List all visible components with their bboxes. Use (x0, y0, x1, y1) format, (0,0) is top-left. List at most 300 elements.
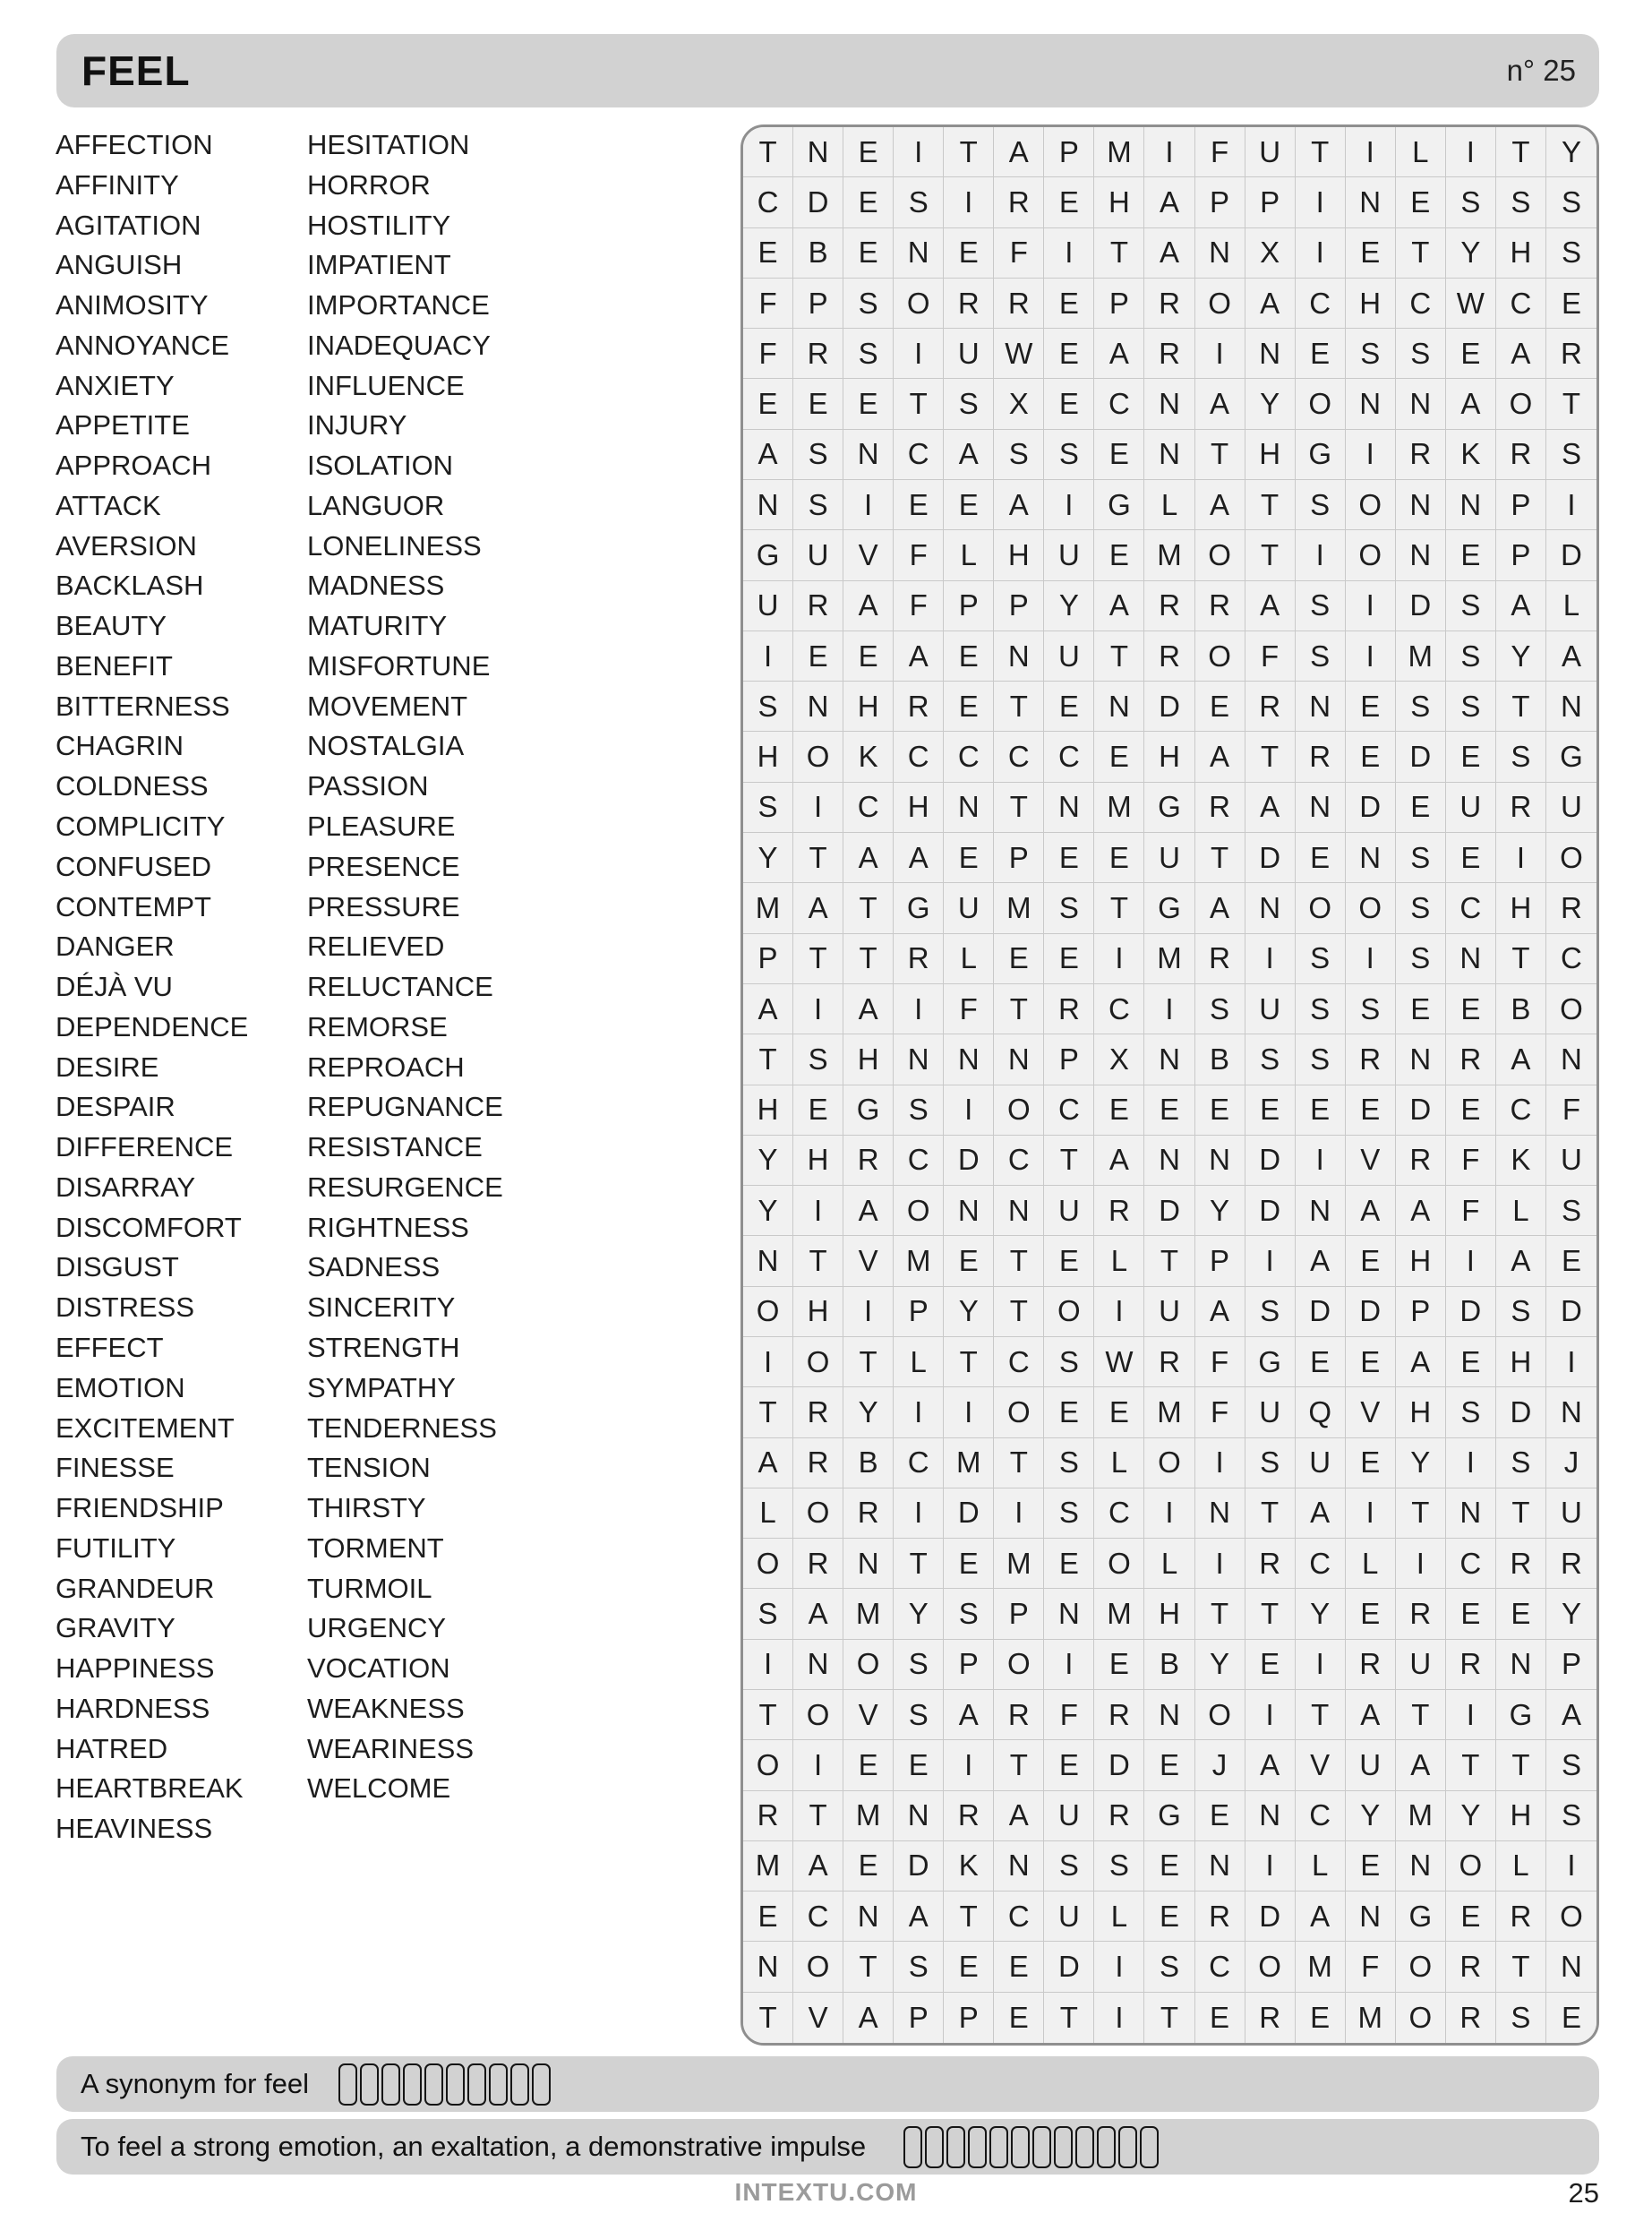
page-number: 25 (1568, 2177, 1599, 2209)
grid-cell: F (1195, 1387, 1245, 1437)
grid-cell: H (1496, 883, 1546, 933)
grid-cell: A (1496, 1034, 1546, 1085)
grid-cell: Y (1546, 1589, 1596, 1639)
grid-cell: V (843, 530, 894, 580)
grid-cell: E (1195, 1993, 1245, 2043)
grid-cell: G (1144, 883, 1194, 933)
grid-cell: N (1396, 1841, 1446, 1892)
grid-cell: E (1446, 329, 1496, 379)
grid-cell: S (894, 177, 944, 227)
grid-cell: I (1296, 1640, 1346, 1690)
grid-cell: A (1396, 1740, 1446, 1790)
word-item: RESISTANCE (307, 1131, 483, 1163)
word-item: VOCATION (307, 1652, 450, 1685)
grid-cell: E (743, 228, 793, 279)
grid-cell: T (1245, 732, 1296, 782)
grid-cell: I (1144, 1488, 1194, 1539)
grid-cell: E (944, 480, 994, 530)
grid-cell: U (1245, 1387, 1296, 1437)
answer-box (532, 2063, 551, 2106)
grid-cell: E (1346, 732, 1396, 782)
answer-box (925, 2126, 944, 2168)
grid-cell: N (1346, 379, 1396, 429)
grid-cell: R (1496, 430, 1546, 480)
grid-cell: T (944, 1337, 994, 1387)
grid-cell: O (1296, 379, 1346, 429)
word-item: MOVEMENT (307, 690, 468, 722)
grid-cell: I (944, 177, 994, 227)
grid-cell: R (743, 1791, 793, 1841)
grid-cell: I (1195, 1438, 1245, 1488)
grid-cell: E (1144, 1841, 1194, 1892)
grid-cell: I (1546, 1841, 1596, 1892)
grid-cell: O (1195, 530, 1245, 580)
grid-cell: A (1245, 581, 1296, 631)
grid-cell: T (894, 379, 944, 429)
grid-cell: T (994, 1287, 1044, 1337)
word-item: PRESENCE (307, 850, 460, 882)
grid-cell: S (1496, 1438, 1546, 1488)
grid-cell: I (1546, 480, 1596, 530)
grid-cell: S (894, 1942, 944, 1992)
grid-cell: Y (894, 1589, 944, 1639)
grid-cell: H (1144, 1589, 1194, 1639)
grid-cell: Y (1195, 1186, 1245, 1236)
grid-cell: N (1195, 1488, 1245, 1539)
grid-cell: G (1546, 732, 1596, 782)
grid-cell: O (793, 1488, 843, 1539)
grid-cell: N (1396, 530, 1446, 580)
grid-cell: E (743, 379, 793, 429)
grid-cell: A (843, 581, 894, 631)
grid-cell: I (894, 329, 944, 379)
grid-cell: N (894, 228, 944, 279)
word-item: REPUGNANCE (307, 1091, 503, 1123)
grid-cell: C (1195, 1942, 1245, 1992)
grid-cell: S (1296, 934, 1346, 984)
grid-cell: R (1396, 1136, 1446, 1186)
grid-cell: U (944, 883, 994, 933)
word-item: INADEQUACY (307, 329, 491, 361)
grid-cell: A (1195, 480, 1245, 530)
grid-cell: U (1144, 1287, 1194, 1337)
grid-cell: A (1446, 379, 1496, 429)
grid-cell: R (793, 329, 843, 379)
grid-cell: E (1094, 732, 1144, 782)
grid-cell: I (793, 984, 843, 1034)
grid-cell: R (1144, 631, 1194, 682)
grid-cell: X (1094, 1034, 1144, 1085)
grid-cell: D (1496, 1387, 1546, 1437)
grid-cell: N (894, 1791, 944, 1841)
grid-cell: P (894, 1287, 944, 1337)
grid-cell: D (1245, 1186, 1296, 1236)
grid-cell: T (1496, 1740, 1546, 1790)
grid-cell: R (1496, 783, 1546, 833)
grid-cell: R (894, 934, 944, 984)
grid-cell: E (894, 1740, 944, 1790)
grid-cell: T (1496, 1942, 1546, 1992)
grid-cell: O (1546, 984, 1596, 1034)
grid-cell: T (1094, 883, 1144, 933)
grid-cell: N (994, 1034, 1044, 1085)
grid-cell: I (843, 480, 894, 530)
word-item: PRESSURE (307, 890, 460, 922)
grid-cell: I (894, 127, 944, 177)
grid-cell: N (1044, 1589, 1094, 1639)
grid-cell: N (1296, 682, 1346, 732)
grid-cell: C (994, 1337, 1044, 1387)
grid-cell: E (843, 379, 894, 429)
grid-cell: T (1144, 1236, 1194, 1286)
word-item: LANGUOR (307, 489, 445, 521)
grid-cell: V (1296, 1740, 1346, 1790)
word-item: DANGER (56, 931, 175, 963)
answer-box (360, 2063, 379, 2106)
grid-cell: L (1094, 1892, 1144, 1942)
grid-cell: N (1144, 1136, 1194, 1186)
grid-cell: F (944, 984, 994, 1034)
grid-cell: I (1446, 1690, 1496, 1740)
grid-cell: E (843, 1740, 894, 1790)
grid-cell: S (1396, 833, 1446, 883)
grid-cell: P (1094, 279, 1144, 329)
grid-cell: E (793, 1085, 843, 1136)
grid-cell: E (1044, 177, 1094, 227)
grid-cell: M (1296, 1942, 1346, 1992)
grid-cell: E (1044, 682, 1094, 732)
grid-cell: O (743, 1539, 793, 1589)
grid-cell: E (1195, 1791, 1245, 1841)
grid-cell: A (994, 480, 1044, 530)
grid-cell: I (1346, 581, 1396, 631)
grid-cell: R (1446, 1034, 1496, 1085)
grid-cell: O (1446, 1841, 1496, 1892)
clue-2-label: To feel a strong emotion, an exaltation, a demonstrative impulse (81, 2131, 867, 2162)
grid-cell: A (793, 1589, 843, 1639)
grid-cell: D (944, 1488, 994, 1539)
grid-cell: S (1245, 1438, 1296, 1488)
grid-cell: T (743, 1690, 793, 1740)
word-item: REPROACH (307, 1051, 465, 1083)
grid-cell: O (1245, 1942, 1296, 1992)
grid-cell: A (1396, 1186, 1446, 1236)
grid-cell: B (1195, 1034, 1245, 1085)
word-item: HESITATION (307, 129, 470, 160)
grid-cell: H (1496, 1337, 1546, 1387)
grid-cell: N (1144, 1690, 1194, 1740)
grid-cell: R (994, 1690, 1044, 1740)
word-item: FRIENDSHIP (56, 1492, 224, 1524)
grid-cell: N (1446, 480, 1496, 530)
grid-cell: I (1044, 228, 1094, 279)
grid-cell: E (1144, 1892, 1194, 1942)
grid-cell: U (1346, 1740, 1396, 1790)
grid-cell: R (793, 581, 843, 631)
grid-cell: S (793, 430, 843, 480)
grid-cell: N (1446, 1488, 1496, 1539)
grid-cell: Y (1446, 1791, 1496, 1841)
grid-cell: S (894, 1640, 944, 1690)
grid-cell: E (1044, 1539, 1094, 1589)
grid-cell: V (1346, 1136, 1396, 1186)
grid-cell: E (1296, 329, 1346, 379)
grid-cell: K (843, 732, 894, 782)
grid-cell: S (1446, 682, 1496, 732)
grid-cell: R (1094, 1186, 1144, 1236)
grid-cell: R (1044, 984, 1094, 1034)
grid-cell: T (843, 1942, 894, 1992)
word-item: REMORSE (307, 1010, 448, 1042)
grid-cell: I (1346, 1488, 1396, 1539)
grid-cell: E (1446, 732, 1496, 782)
grid-cell: I (894, 1387, 944, 1437)
grid-cell: P (1195, 1236, 1245, 1286)
grid-cell: A (1496, 581, 1546, 631)
grid-cell: R (1144, 1337, 1194, 1387)
grid-cell: C (994, 1892, 1044, 1942)
grid-cell: G (1396, 1892, 1446, 1942)
grid-cell: H (1094, 177, 1144, 227)
grid-cell: M (1144, 934, 1194, 984)
word-item: STRENGTH (307, 1331, 460, 1363)
grid-cell: T (793, 1236, 843, 1286)
grid-cell: T (994, 783, 1044, 833)
grid-cell: H (994, 530, 1044, 580)
word-item: DEPENDENCE (56, 1010, 249, 1042)
grid-cell: N (1546, 1387, 1596, 1437)
answer-box (1118, 2126, 1137, 2168)
grid-cell: W (1094, 1337, 1144, 1387)
grid-cell: D (1245, 1136, 1296, 1186)
grid-cell: U (1044, 1892, 1094, 1942)
grid-cell: U (1044, 631, 1094, 682)
word-item: RELIEVED (307, 931, 445, 963)
grid-cell: B (1496, 984, 1546, 1034)
word-item: COMPLICITY (56, 811, 226, 843)
grid-cell: D (1094, 1740, 1144, 1790)
grid-cell: E (1296, 833, 1346, 883)
grid-cell: A (894, 1892, 944, 1942)
grid-cell: T (743, 1993, 793, 2043)
answer-box (467, 2063, 486, 2106)
grid-cell: F (1044, 1690, 1094, 1740)
grid-cell: E (843, 127, 894, 177)
grid-cell: F (894, 530, 944, 580)
grid-cell: E (1346, 1589, 1396, 1639)
grid-cell: U (793, 530, 843, 580)
grid-cell: A (1245, 783, 1296, 833)
grid-cell: H (843, 1034, 894, 1085)
grid-cell: N (1346, 177, 1396, 227)
grid-cell: N (1144, 379, 1194, 429)
grid-cell: E (894, 480, 944, 530)
grid-cell: T (1396, 228, 1446, 279)
word-item: GRAVITY (56, 1612, 175, 1644)
grid-cell: D (944, 1136, 994, 1186)
grid-cell: D (1144, 682, 1194, 732)
grid-cell: A (1144, 228, 1194, 279)
word-item: BITTERNESS (56, 690, 230, 722)
grid-cell: R (1094, 1690, 1144, 1740)
grid-cell: I (1094, 1993, 1144, 2043)
grid-cell: C (1296, 279, 1346, 329)
grid-cell: A (894, 833, 944, 883)
grid-cell: R (1546, 1539, 1596, 1589)
grid-cell: E (793, 631, 843, 682)
grid-cell: A (894, 631, 944, 682)
grid-cell: E (994, 934, 1044, 984)
grid-cell: A (843, 1993, 894, 2043)
grid-cell: E (1396, 177, 1446, 227)
grid-cell: T (994, 682, 1044, 732)
grid-cell: E (1144, 1740, 1194, 1790)
answer-box (1097, 2126, 1116, 2168)
grid-cell: E (1346, 1085, 1396, 1136)
grid-cell: I (1296, 228, 1346, 279)
grid-cell: U (743, 581, 793, 631)
word-item: RESURGENCE (307, 1171, 503, 1203)
grid-cell: E (1195, 682, 1245, 732)
grid-cell: N (843, 1539, 894, 1589)
grid-cell: N (1195, 1841, 1245, 1892)
grid-cell: S (1496, 1993, 1546, 2043)
grid-cell: F (1195, 1337, 1245, 1387)
grid-cell: R (793, 1539, 843, 1589)
grid-cell: O (894, 1186, 944, 1236)
grid-cell: V (843, 1236, 894, 1286)
grid-cell: R (944, 1791, 994, 1841)
grid-cell: T (1296, 1690, 1346, 1740)
grid-cell: T (894, 1539, 944, 1589)
grid-cell: D (793, 177, 843, 227)
grid-cell: E (1195, 1085, 1245, 1136)
grid-cell: R (1144, 581, 1194, 631)
grid-cell: N (944, 1186, 994, 1236)
word-item: COLDNESS (56, 770, 209, 802)
grid-cell: D (1546, 530, 1596, 580)
grid-cell: A (1245, 279, 1296, 329)
grid-cell: R (1396, 430, 1446, 480)
grid-cell: I (1446, 1438, 1496, 1488)
grid-cell: M (1094, 1589, 1144, 1639)
grid-cell: N (1044, 783, 1094, 833)
grid-cell: O (1195, 1690, 1245, 1740)
grid-cell: W (1446, 279, 1496, 329)
grid-cell: F (894, 581, 944, 631)
grid-cell: O (793, 1690, 843, 1740)
grid-cell: S (793, 480, 843, 530)
grid-cell: E (1346, 1841, 1396, 1892)
grid-cell: R (1195, 581, 1245, 631)
puzzle-title: FEEL (81, 47, 191, 94)
grid-cell: A (1546, 1690, 1596, 1740)
grid-cell: A (1094, 329, 1144, 379)
grid-cell: N (994, 1186, 1044, 1236)
word-item: PASSION (307, 770, 429, 802)
grid-cell: F (1346, 1942, 1396, 1992)
grid-cell: S (1446, 177, 1496, 227)
word-item: RELUCTANCE (307, 971, 493, 1003)
word-item: AFFECTION (56, 129, 213, 160)
word-item: DISTRESS (56, 1291, 195, 1324)
grid-cell: P (944, 1640, 994, 1690)
grid-cell: A (843, 984, 894, 1034)
grid-cell: S (1546, 1186, 1596, 1236)
grid-cell: C (793, 1892, 843, 1942)
grid-cell: C (1396, 279, 1446, 329)
grid-cell: I (944, 1387, 994, 1437)
grid-cell: S (1245, 1287, 1296, 1337)
clue-1-label: A synonym for feel (81, 2068, 310, 2099)
answer-box (1011, 2126, 1030, 2168)
grid-cell: T (1496, 934, 1546, 984)
grid-cell: S (1044, 1337, 1094, 1387)
grid-cell: A (994, 1791, 1044, 1841)
grid-cell: R (1245, 1539, 1296, 1589)
grid-cell: E (1044, 329, 1094, 379)
grid-cell: O (743, 1287, 793, 1337)
grid-cell: T (1094, 228, 1144, 279)
grid-cell: U (1245, 984, 1296, 1034)
grid-cell: O (1346, 530, 1396, 580)
word-item: DÉJÀ VU (56, 971, 173, 1003)
grid-cell: I (944, 1085, 994, 1136)
grid-cell: T (743, 127, 793, 177)
grid-cell: C (743, 177, 793, 227)
grid-cell: G (1144, 783, 1194, 833)
grid-cell: E (1446, 984, 1496, 1034)
grid-cell: E (1396, 984, 1446, 1034)
grid-cell: R (1144, 329, 1194, 379)
grid-cell: E (1044, 379, 1094, 429)
grid-cell: Y (1346, 1791, 1396, 1841)
grid-cell: E (1144, 1085, 1194, 1136)
grid-cell: E (1044, 833, 1094, 883)
grid-cell: S (1296, 631, 1346, 682)
grid-cell: C (1094, 1488, 1144, 1539)
clue-1-answer-boxes (338, 2063, 551, 2106)
grid-cell: V (793, 1993, 843, 2043)
grid-cell: E (1546, 279, 1596, 329)
word-item: HEAVINESS (56, 1813, 213, 1845)
grid-cell: V (1346, 1387, 1396, 1437)
grid-cell: E (1094, 530, 1144, 580)
grid-cell: C (994, 732, 1044, 782)
grid-cell: A (1245, 1740, 1296, 1790)
grid-cell: T (1446, 1740, 1496, 1790)
grid-cell: D (1044, 1942, 1094, 1992)
grid-cell: O (1144, 1438, 1194, 1488)
word-item: APPROACH (56, 450, 211, 482)
grid-cell: S (1396, 934, 1446, 984)
grid-cell: M (1144, 1387, 1194, 1437)
grid-cell: Y (1044, 581, 1094, 631)
grid-cell: N (1245, 883, 1296, 933)
grid-cell: N (944, 783, 994, 833)
word-item: ATTACK (56, 489, 161, 521)
grid-cell: P (944, 581, 994, 631)
grid-cell: T (743, 1387, 793, 1437)
grid-cell: F (1446, 1136, 1496, 1186)
grid-cell: E (1446, 1589, 1496, 1639)
word-item: AVERSION (56, 529, 197, 562)
grid-cell: D (1245, 833, 1296, 883)
grid-cell: M (1396, 631, 1446, 682)
grid-cell: L (944, 934, 994, 984)
word-item: IMPATIENT (307, 249, 451, 281)
grid-cell: F (1195, 127, 1245, 177)
